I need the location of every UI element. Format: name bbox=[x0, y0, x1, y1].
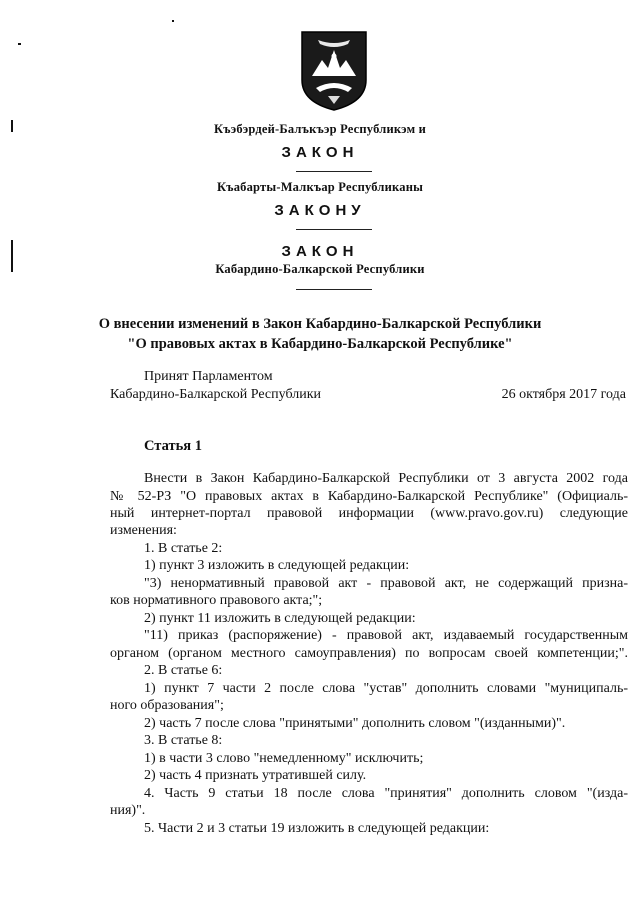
article-line: ков нормативного правового акта;"; bbox=[110, 593, 323, 608]
ru-republic-line: Кабардино-Балкарской Республики bbox=[215, 262, 425, 276]
article-line: 2. В статье 6: bbox=[144, 663, 223, 678]
adoption-line-2: Кабардино-Балкарской Республики bbox=[110, 387, 321, 402]
article-line: 1) пункт 3 изложить в следующей редакции: bbox=[144, 558, 410, 573]
article-line: 2) часть 4 признать утратившей силу. bbox=[144, 768, 367, 783]
article-line: 4. Часть 9 статьи 18 после слова "принятия" дополнить словом "(изда- bbox=[144, 786, 628, 801]
article-line: 1) в части 3 слово "немедленному" исключить; bbox=[144, 751, 424, 766]
article-line: № 52-РЗ "О правовых актах в Кабардино-Балкарской Республике" (Официаль- bbox=[110, 489, 628, 504]
article-line: 1) пункт 7 части 2 после слова "устав" дополнить словами "муниципаль- bbox=[144, 681, 628, 696]
article-line: 2) часть 7 после слова "принятыми" дополнить словом "(изданными)". bbox=[144, 716, 566, 731]
article-line: 5. Части 2 и 3 статьи 19 изложить в следующей редакции: bbox=[144, 821, 490, 836]
article-line: ный интернет-портал правовой информации (www.pravo.gov.ru) следующие bbox=[110, 506, 628, 521]
scan-dot bbox=[172, 20, 174, 22]
ru-law-heading: ЗАКОН bbox=[281, 243, 359, 260]
article-line: органом (органом местного самоуправления) по вопросам своей компетенции;". bbox=[110, 646, 628, 661]
article-line: ного образования"; bbox=[110, 698, 224, 713]
article-line: 1. В статье 2: bbox=[144, 541, 223, 556]
coat-of-arms-emblem bbox=[298, 30, 370, 112]
article-line: изменения: bbox=[110, 523, 177, 538]
adoption-line-1: Принят Парламентом bbox=[144, 369, 273, 384]
adoption-date: 26 октября 2017 года bbox=[501, 387, 626, 402]
kbd-republic-line: Къэбэрдей-Балъкъэр Республикэм и bbox=[213, 122, 427, 136]
article-line: 2) пункт 11 изложить в следующей редакции: bbox=[144, 611, 416, 626]
header-divider bbox=[296, 289, 372, 290]
law-title-line-1: О внесении изменений в Закон Кабардино-Балкарской Республики bbox=[98, 316, 542, 332]
article-line: 3. В статье 8: bbox=[144, 733, 223, 748]
header-divider bbox=[296, 171, 372, 172]
law-title-line-2: "О правовых актах в Кабардино-Балкарской Республике" bbox=[127, 336, 513, 352]
article-line: "11) приказ (распоряжение) - правовой акт, издаваемый государственным bbox=[144, 628, 628, 643]
krc-republic-line: Къабарты-Малкъар Республиканы bbox=[216, 180, 424, 194]
scan-dot bbox=[18, 43, 21, 45]
article-line: ния)". bbox=[110, 803, 146, 818]
article-line: "3) ненормативный правовой акт - правовой акт, не содержащий призна- bbox=[144, 576, 628, 591]
article-heading: Статья 1 bbox=[144, 438, 202, 454]
krc-law-heading: ЗАКОНУ bbox=[274, 202, 366, 219]
article-line: Внести в Закон Кабардино-Балкарской Республики от 3 августа 2002 года bbox=[144, 471, 628, 486]
header-divider bbox=[296, 229, 372, 230]
kbd-law-heading: ЗАКОН bbox=[281, 144, 359, 161]
